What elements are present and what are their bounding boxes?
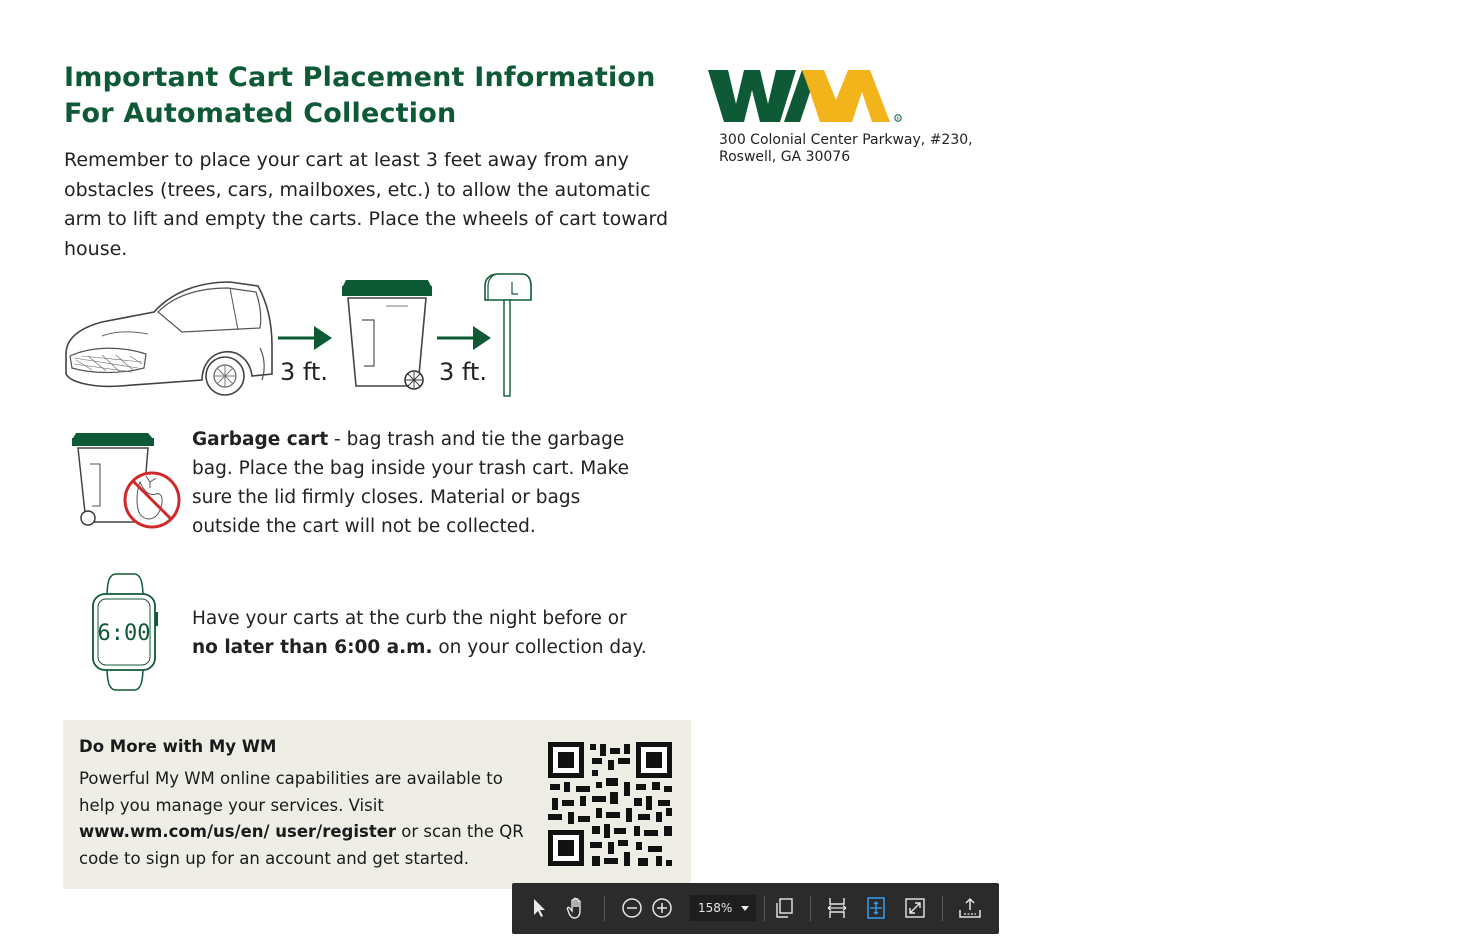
pan-tool-button[interactable] <box>562 893 592 923</box>
zoom-level-select[interactable] <box>690 895 756 921</box>
qr-code <box>548 742 672 866</box>
distance-label: 3 ft. <box>439 358 487 386</box>
trash-cart-illustration <box>338 276 436 396</box>
fit-width-icon <box>826 896 848 920</box>
car-illustration <box>62 276 274 396</box>
garbage-cart-text: Garbage cart - bag trash and tie the garbage bag. Place the bag inside your trash cart. Make sure the lid firmly closes. Material or bags outside the cart will not be collected. <box>192 429 630 537</box>
zoom-level-value: 158% <box>698 901 733 915</box>
fit-width-button[interactable] <box>822 893 852 923</box>
distance-label: 3 ft. <box>280 358 328 386</box>
page-title: Important Cart Placement Information For Automated Collection <box>64 62 656 129</box>
chevron-down-icon <box>740 895 750 921</box>
register-link[interactable]: www.wm.com/us/en/ user/register <box>79 822 397 841</box>
my-wm-promo-box <box>63 720 691 889</box>
promo-title: Do More with My WM <box>79 737 277 756</box>
zoom-in-button[interactable] <box>647 893 677 923</box>
zoom-in-icon <box>651 897 673 919</box>
registered-mark: ® <box>896 116 900 121</box>
select-tool-button[interactable] <box>524 893 554 923</box>
page-view-icon <box>773 897 795 919</box>
select-arrow-icon <box>530 897 548 919</box>
share-upload-icon <box>958 897 982 919</box>
zoom-out-button[interactable] <box>617 893 647 923</box>
garbage-cart-icon <box>70 430 182 534</box>
fit-page-icon <box>865 896 887 920</box>
garbage-cart-title: Garbage cart <box>192 429 329 450</box>
pdf-toolbar <box>512 883 999 934</box>
promo-body: Powerful My WM online capabilities are available to help you manage your services. Visit www.wm.com/us/en/ user/register or scan the QR code to sign up for an account and get started. <box>79 769 524 868</box>
wm-logo <box>708 70 904 124</box>
watch-time: 6:00 <box>97 621 151 646</box>
share-button[interactable] <box>955 893 985 923</box>
mailbox-illustration <box>482 272 534 398</box>
page-view-button[interactable] <box>769 893 799 923</box>
address: 300 Colonial Center Parkway, #230, Roswell, GA 30076 <box>719 132 973 165</box>
hand-pan-icon <box>565 896 589 920</box>
fullscreen-button[interactable] <box>900 893 930 923</box>
curb-time-text: Have your carts at the curb the night before or no later than 6:00 a.m. on your collection day. <box>192 608 647 658</box>
watch-icon <box>90 572 160 692</box>
fit-page-button[interactable] <box>861 893 891 923</box>
zoom-out-icon <box>621 897 643 919</box>
arrow-right-icon <box>278 324 334 352</box>
fullscreen-icon <box>904 897 926 919</box>
intro-paragraph: Remember to place your cart at least 3 feet away from any obstacles (trees, cars, mailboxes, etc.) to allow the automatic arm to lift and empty the carts. Place the wheels of cart toward house. <box>64 149 669 260</box>
